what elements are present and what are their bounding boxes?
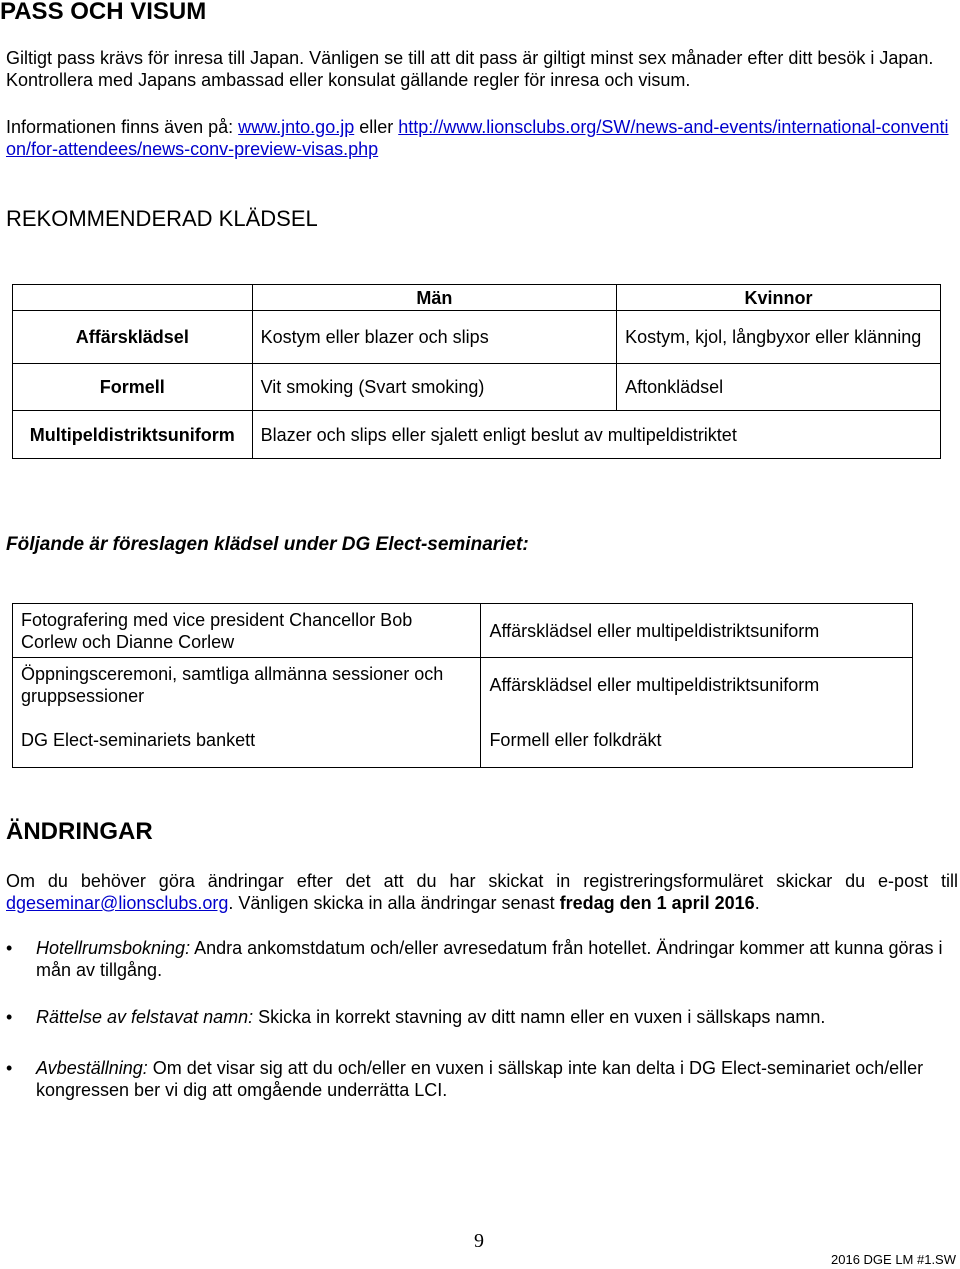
dress-row-women: Kostym, kjol, långbyxor eller klänning [617,311,941,364]
seminar-event: Fotografering med vice president Chancellor Bob Corlew och Dianne Corlew [13,604,481,658]
bullet-text: Om det visar sig att du och/eller en vuxen i sällskap inte kan delta i DG Elect-seminariet och/eller kongressen ber vi dig att omgående underrätta LCI. [36,1058,924,1100]
jnto-link[interactable]: www.jnto.go.jp [238,117,355,137]
bullet-text: Andra ankomstdatum och/eller avresedatum från hotellet. Ändringar kommer att kunna göras i mån av tillgång. [36,938,943,980]
pass-paragraph: Giltigt pass krävs för inresa till Japan. Vänligen se till att dit pass är giltigt minst sex månader efter ditt besök i Japan. Kontrollera med Japans ambassad eller konsulat gällande regler för inresa och visum. [6,48,934,90]
changes-after-email: . Vänligen skicka in alla ändringar senast [228,893,560,913]
bullet-dot-icon: • [6,938,13,958]
bullet-dot-icon: • [6,1058,13,1078]
lionsclubs-visa-link[interactable]: http://www.lionsclubs.org/SW/news-and-events/international-convention/for-attendees/news-conv-preview-visas.php [6,117,949,159]
section-heading-changes: ÄNDRINGAR [6,818,153,845]
seminar-heading: Följande är föreslagen klädsel under DG Elect-seminariet: [6,534,529,555]
dress-row-women: Aftonklädsel [617,364,941,411]
dress-header-men: Män [252,285,616,311]
seminar-table [12,603,913,768]
seminar-attire: Formell eller folkdräkt [481,713,913,768]
bullet-term: Hotellrumsbokning: [36,938,191,958]
bullet-text: Skicka in korrekt stavning av ditt namn eller en vuxen i sällskaps namn. [253,1007,826,1027]
info-prefix: Informationen finns även på: [6,117,239,137]
dress-header-empty [13,285,253,311]
bullet-term: Rättelse av felstavat namn: [36,1007,254,1027]
info-mid: eller [354,117,399,137]
dress-row-label: Multipeldistriktsuniform [13,411,253,459]
info-paragraph [6,116,956,160]
section-heading-dress: REKOMMENDERAD KLÄDSEL [6,206,318,231]
doc-code: 2016 DGE LM #1.SW [831,1252,956,1267]
dress-row-label: Affärsklädsel [13,311,253,364]
dress-row-both: Blazer och slips eller sjalett enligt beslut av multipeldistriktet [252,411,940,459]
dress-row-label: Formell [13,364,253,411]
bullet-term: Avbeställning: [36,1058,148,1078]
dress-header-women: Kvinnor [617,285,941,311]
seminar-event: DG Elect-seminariets bankett [13,713,481,768]
bullet-dot-icon: • [6,1007,13,1027]
changes-paragraph-line1: Om du behöver göra ändringar efter det att du har skickat in registreringsformuläret skickar du e-post till [6,871,958,891]
dress-row-men: Kostym eller blazer och slips [252,311,616,364]
dress-table [12,284,941,459]
seminar-event: Öppningsceremoni, samtliga allmänna sessioner och gruppsessioner [13,658,481,713]
section-heading-pass: PASS OCH VISUM [0,0,207,25]
changes-deadline: fredag den 1 april 2016 [559,893,755,913]
changes-paragraph-line2 [6,892,958,914]
changes-end: . [754,893,760,913]
seminar-attire: Affärsklädsel eller multipeldistriktsuniform [481,658,913,713]
page-number: 9 [474,1230,484,1252]
email-link[interactable]: dgeseminar@lionsclubs.org [6,893,229,913]
seminar-attire: Affärsklädsel eller multipeldistriktsuniform [481,604,913,658]
dress-row-men: Vit smoking (Svart smoking) [252,364,616,411]
